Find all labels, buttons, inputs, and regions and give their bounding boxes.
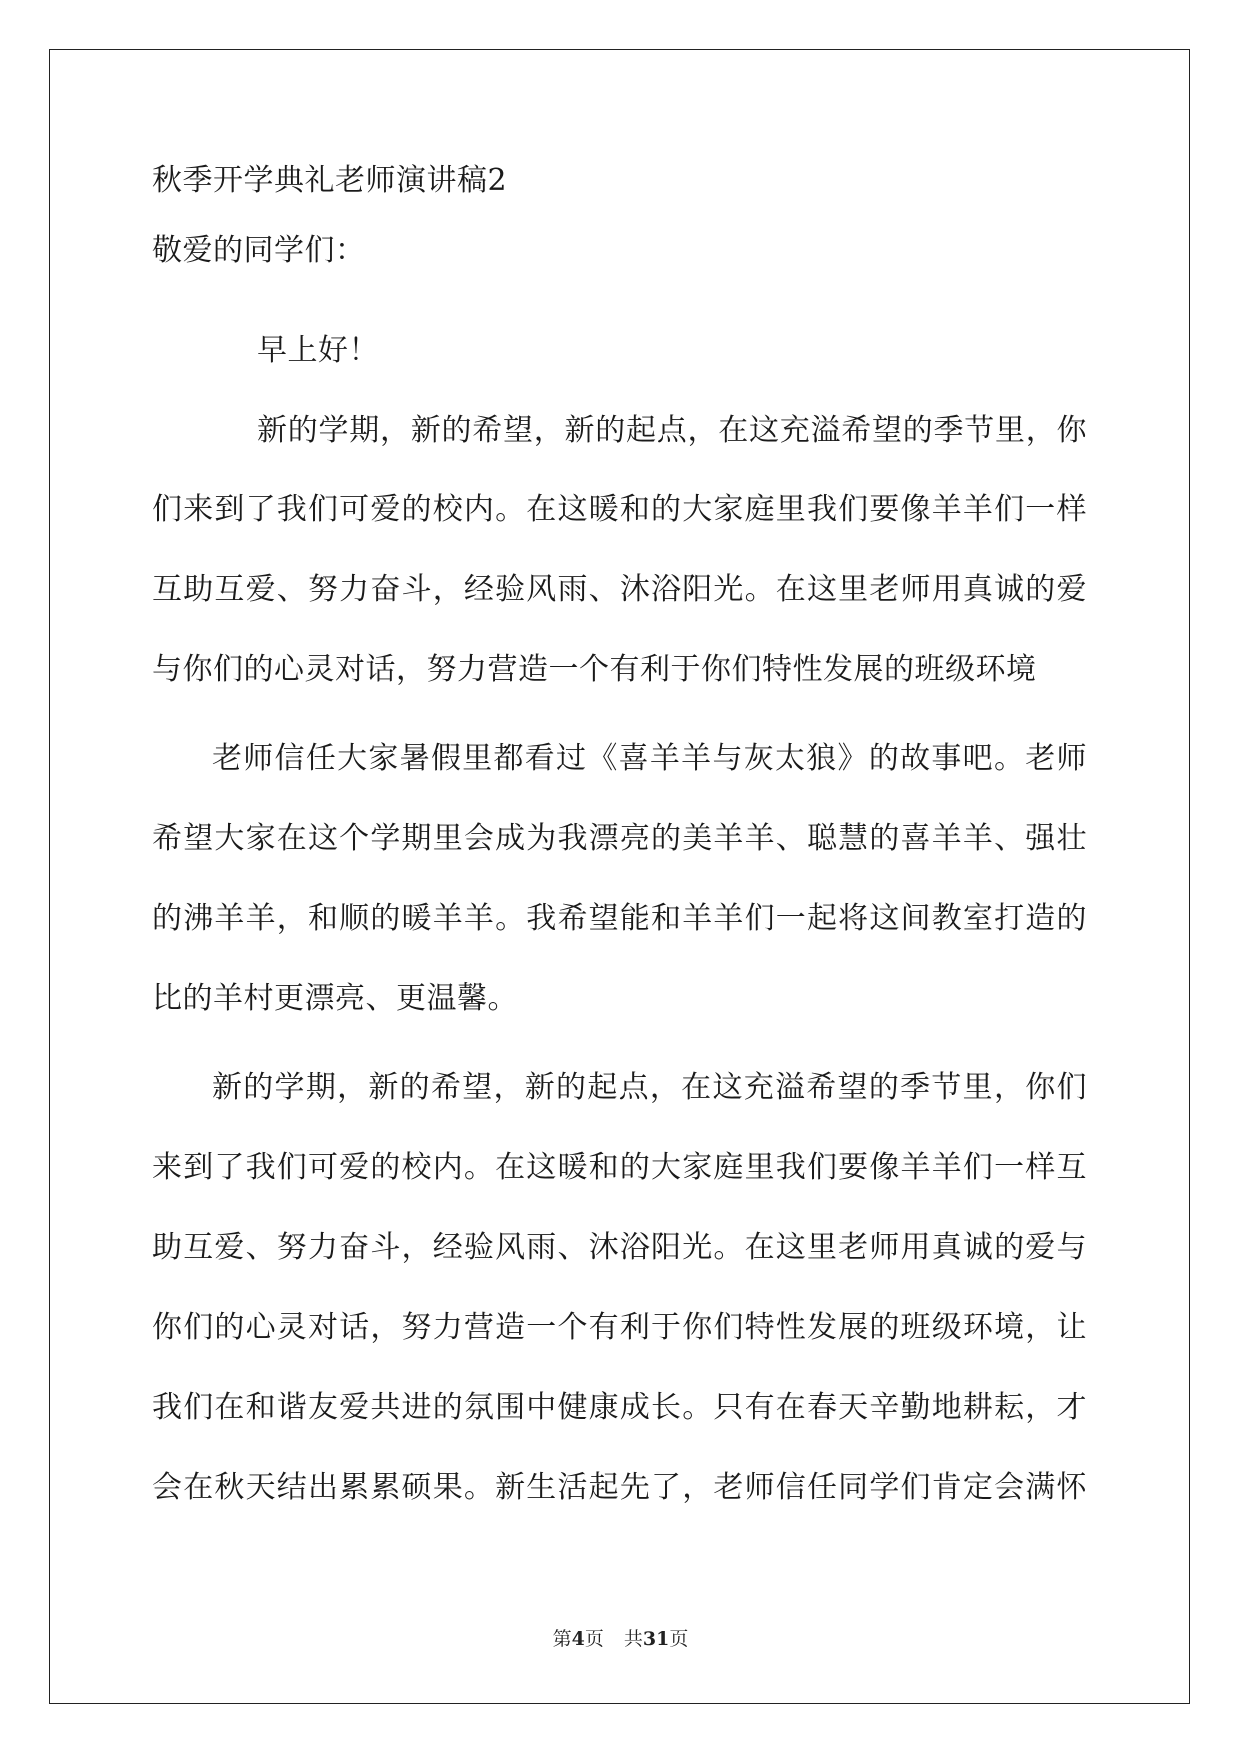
greeting: 早上好！ bbox=[257, 333, 379, 368]
paragraph-line: 希望大家在这个学期里会成为我漂亮的美羊羊、聪慧的喜羊羊、强壮 bbox=[152, 821, 1087, 856]
total-prefix: 共 bbox=[623, 1628, 643, 1650]
paragraph-line: 来到了我们可爱的校内。在这暖和的大家庭里我们要像羊羊们一样互 bbox=[152, 1150, 1087, 1185]
salutation: 敬爱的同学们： bbox=[152, 233, 366, 268]
page-prefix: 第 bbox=[552, 1628, 572, 1650]
current-page-number: 4 bbox=[571, 1628, 585, 1650]
paragraph-line: 的沸羊羊，和顺的暖羊羊。我希望能和羊羊们一起将这间教室打造的 bbox=[152, 901, 1087, 936]
paragraph-line: 与你们的心灵对话，努力营造一个有利于你们特性发展的班级环境 bbox=[152, 652, 1037, 687]
paragraph-line: 新的学期，新的希望，新的起点，在这充溢希望的季节里，你 bbox=[257, 413, 1087, 448]
paragraph-line: 比的羊村更漂亮、更温馨。 bbox=[152, 981, 518, 1016]
document-title: 秋季开学典礼老师演讲稿2 bbox=[152, 163, 508, 198]
paragraph-line: 们来到了我们可爱的校内。在这暖和的大家庭里我们要像羊羊们一样 bbox=[152, 492, 1087, 527]
paragraph-line: 新的学期，新的希望，新的起点，在这充溢希望的季节里，你们 bbox=[212, 1070, 1087, 1105]
paragraph-line: 我们在和谐友爱共进的氛围中健康成长。只有在春天辛勤地耕耘，才 bbox=[152, 1390, 1087, 1425]
page-number-footer bbox=[0, 1627, 1241, 1651]
paragraph-line: 你们的心灵对话，努力营造一个有利于你们特性发展的班级环境，让 bbox=[152, 1310, 1087, 1345]
page-unit: 页 bbox=[584, 1628, 604, 1650]
paragraph-line: 互助互爱、努力奋斗，经验风雨、沐浴阳光。在这里老师用真诚的爱 bbox=[152, 572, 1087, 607]
total-page-count: 31 bbox=[642, 1628, 670, 1650]
paragraph-line: 会在秋天结出累累硕果。新生活起先了，老师信任同学们肯定会满怀 bbox=[152, 1470, 1087, 1505]
total-unit: 页 bbox=[669, 1628, 689, 1650]
paragraph-line: 老师信任大家暑假里都看过《喜羊羊与灰太狼》的故事吧。老师 bbox=[212, 741, 1087, 776]
paragraph-line: 助互爱、努力奋斗，经验风雨、沐浴阳光。在这里老师用真诚的爱与 bbox=[152, 1230, 1087, 1265]
page-frame bbox=[49, 49, 1190, 1704]
